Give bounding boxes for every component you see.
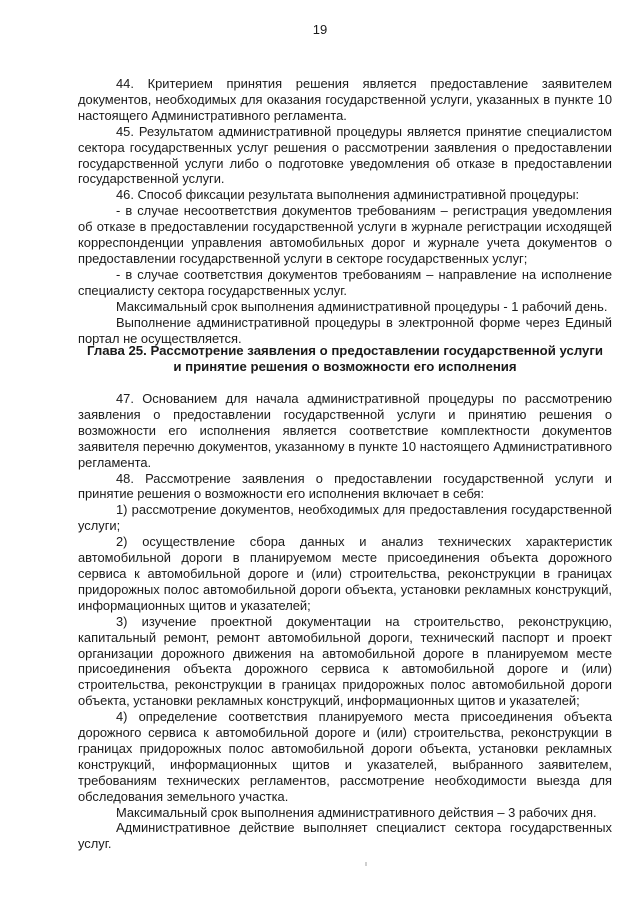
paragraph-46-item-2: - в случае соответствия документов требованиям – направление на исполнение специалисту сектора государственных услуг.	[78, 266, 612, 298]
paragraph-44: 44. Критерием принятия решения является предоставление заявителем документов, необходимых для оказания государственной услуги, указанных в пункте 10 настоящего Административного регламента.	[78, 76, 612, 123]
chapter-heading	[78, 343, 612, 375]
paragraph-executor: Административное действие выполняет специалист сектора государственных услуг.	[78, 820, 612, 852]
paragraph-47: 47. Основанием для начала административной процедуры по рассмотрению заявления о предоставлении государственной услуги и принятию решения о возможности его исполнения является соответствие комплектности документов заявителя перечню документов, указанному в пункте 10 настоящего Административного регламента.	[78, 391, 612, 470]
paragraph-46: 46. Способ фиксации результата выполнения административной процедуры:	[116, 187, 580, 203]
paragraph-48-item-3: 3) изучение проектной документации на строительство, реконструкцию, капитальный ремонт, ремонт автомобильной дороги, технический паспорт и проект организации дорожного движения на автомобильной дороге в планируемом месте присоединения объекта дорожного сервиса к автомобильной дороге и (или) строительства, реконструкции в границах придорожных полос автомобильной дороги объекта, установки рекламных конструкций, информационных щитов и указателей;	[78, 613, 612, 709]
chapter-heading-line-2: и принятие решения о возможности его исполнения	[173, 359, 517, 374]
paragraph-48-item-1: 1) рассмотрение документов, необходимых для предоставления государственной услуги;	[78, 502, 612, 534]
paragraph-48: 48. Рассмотрение заявления о предоставлении государственной услуги и принятие решения о возможности его исполнения включает в себя:	[78, 470, 612, 502]
paragraph-45: 45. Результатом административной процедуры является принятие специалистом сектора государственных услуг решения о рассмотрении заявления о предоставлении государственной услуги либо о подготовке уведомления об отказе в предоставлении государственной услуги.	[78, 123, 612, 187]
chapter-heading-line-1: Глава 25. Рассмотрение заявления о предоставлении государственной услуги	[87, 343, 603, 358]
paragraph-48-item-2: 2) осуществление сбора данных и анализ технических характеристик автомобильной дороги в планируемом месте присоединения объекта дорожного сервиса к автомобильной дороге и (или) строительства, реконструкции в границах придорожных полос автомобильной дороги объекта, установки рекламных конструкций, информационных щитов и указателей;	[78, 534, 612, 613]
section-procedure-result	[78, 76, 612, 346]
paragraph-electronic-form: Выполнение административной процедуры в электронной форме через Единый портал не осуществляется.	[78, 314, 612, 346]
paragraph-48-item-4: 4) определение соответствия планируемого места присоединения объекта дорожного сервиса к автомобильной дороге и (или) строительства, реконструкции в границах придорожных полос автомобильной дороги объекта, установки рекламных конструкций, информационных щитов и указателей, выбранного заявителем, требованиям технических регламентов, рассмотрение необходимости выезда для обследования земельного участка.	[78, 709, 612, 804]
paragraph-46-item-1: - в случае несоответствия документов требованиям – регистрация уведомления об отказе в предоставлении государственной услуги в журнале регистрации исходящей корреспонденции управления автомобильных дорог и журнале учета документов о предоставлении государственной услуги в секторе государственных услуг;	[78, 203, 612, 266]
page-number: 19	[312, 22, 328, 37]
section-application-review	[78, 391, 612, 852]
paragraph-max-term-action: Максимальный срок выполнения административного действия – 3 рабочих дня.	[116, 804, 597, 820]
scan-artifact	[365, 862, 367, 866]
paragraph-max-term: Максимальный срок выполнения административной процедуры - 1 рабочий день.	[116, 298, 608, 314]
